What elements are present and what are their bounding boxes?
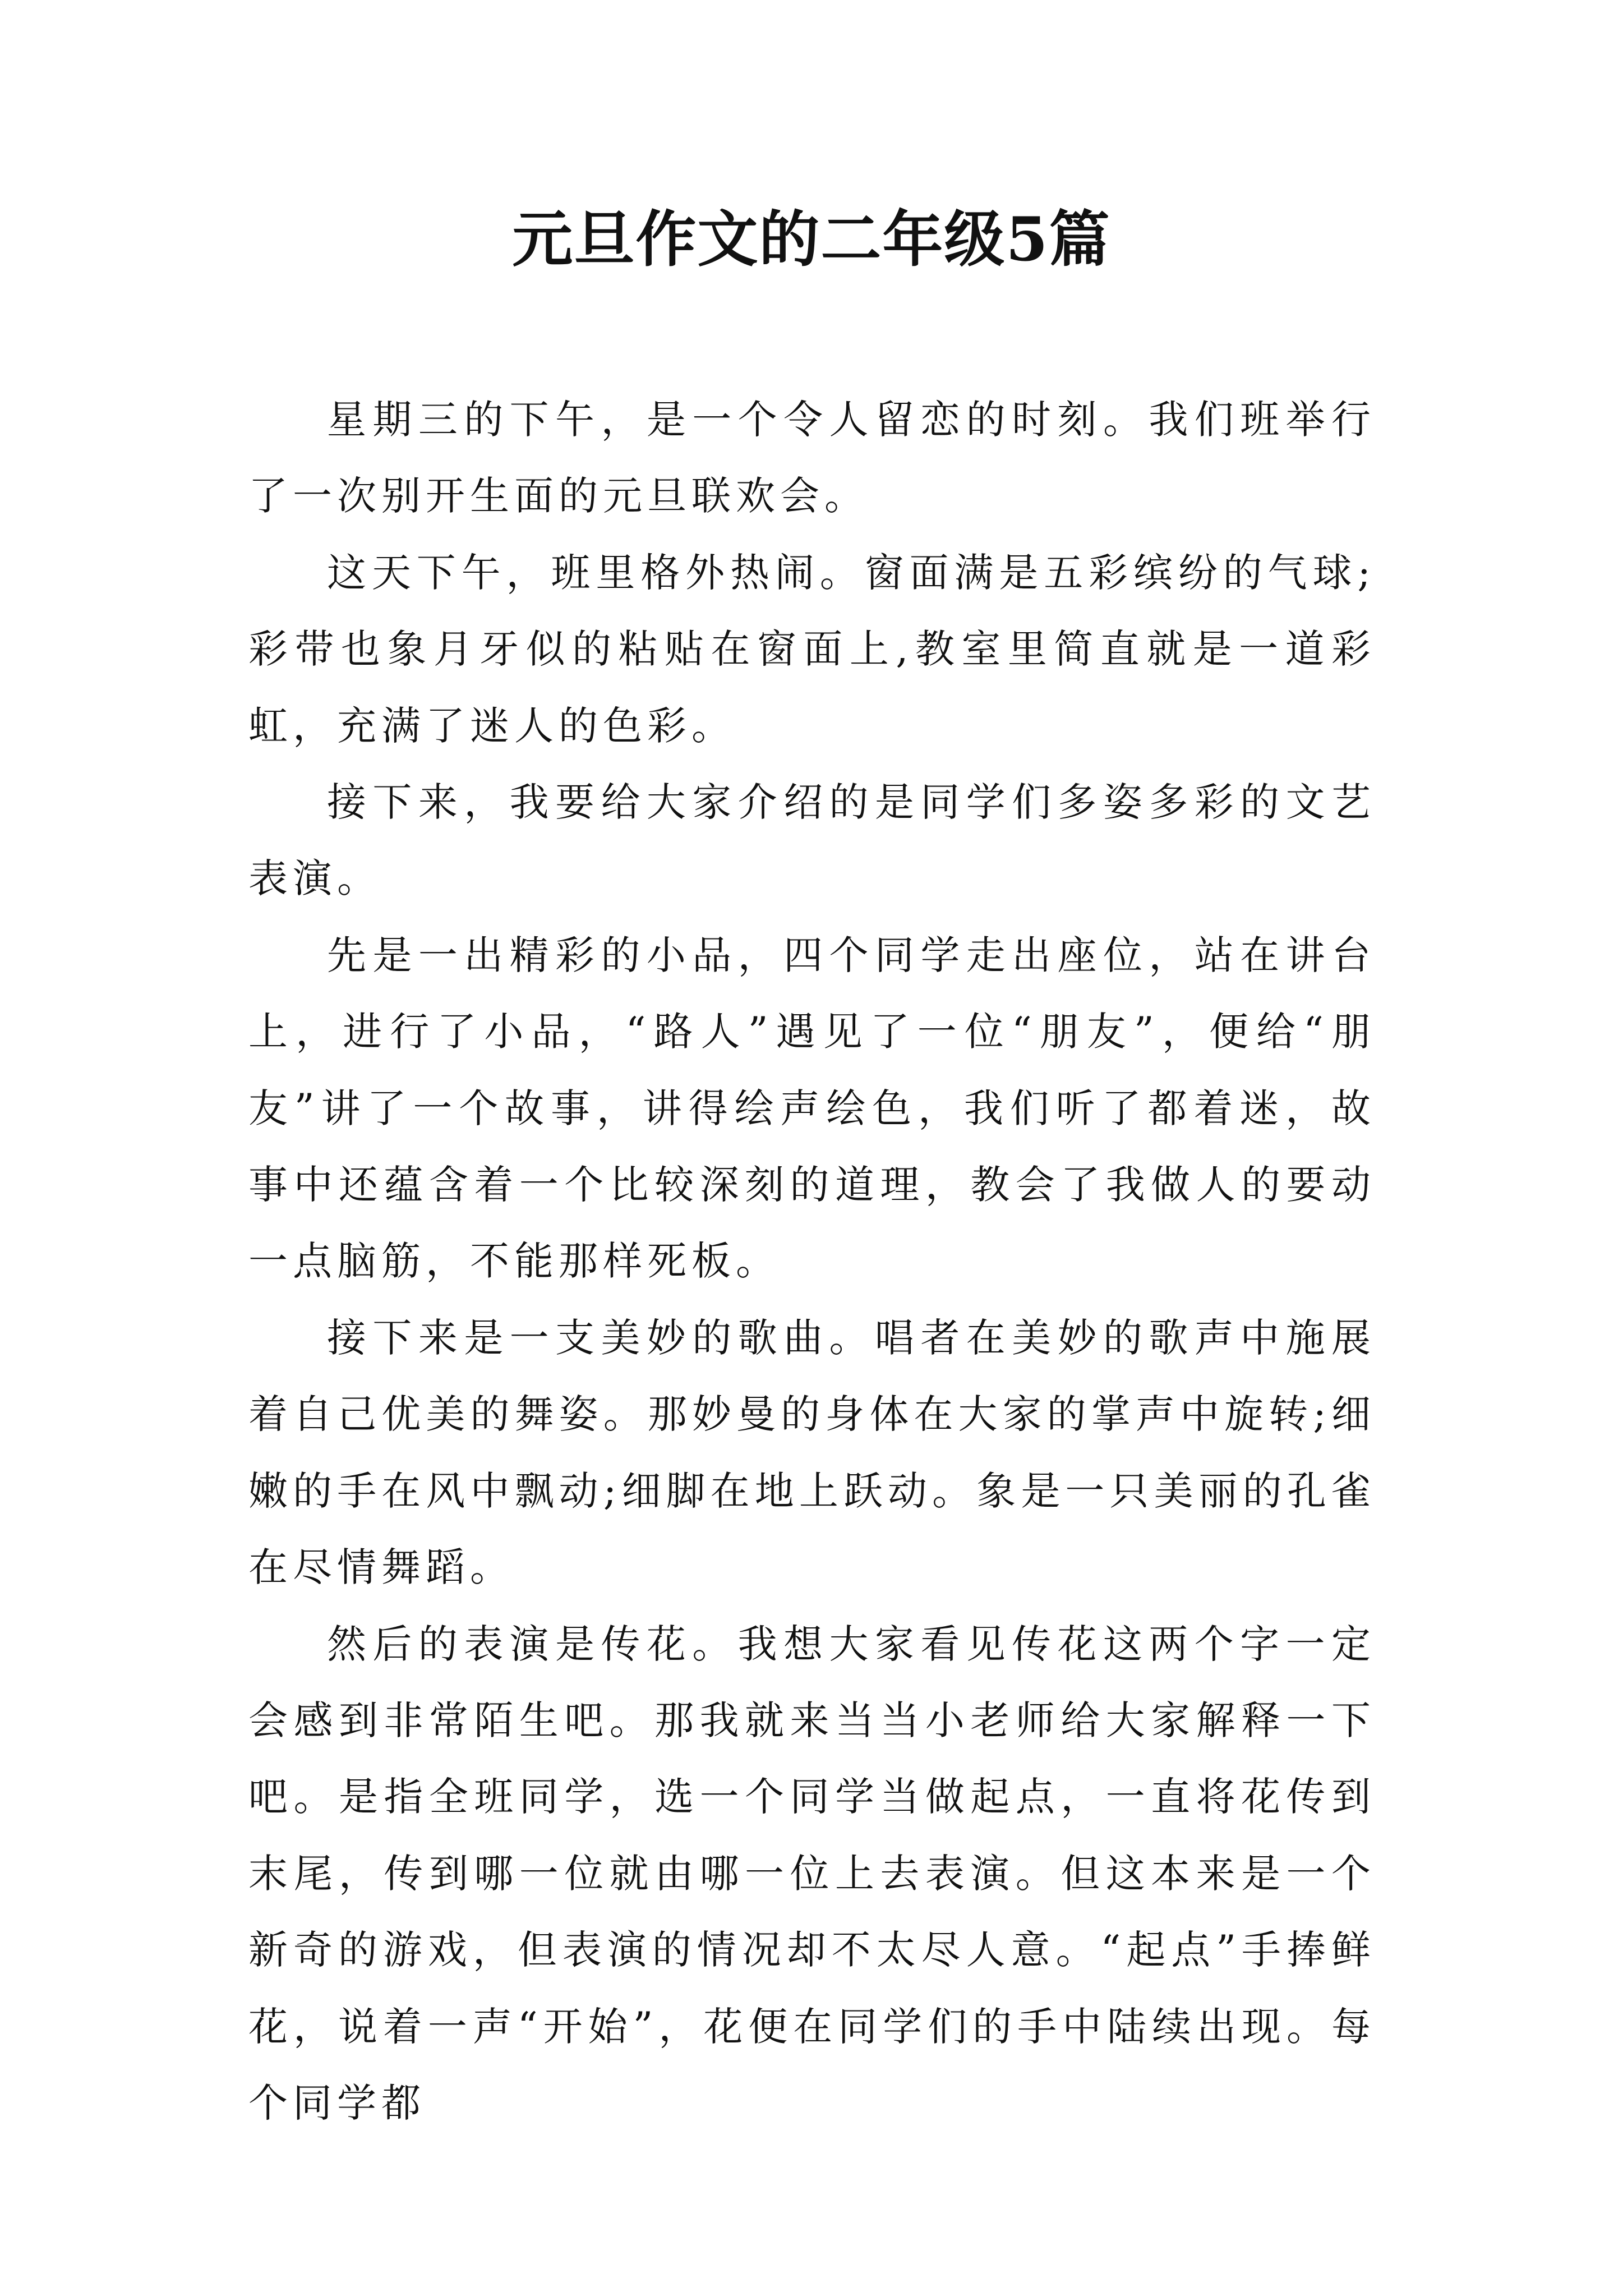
paragraph: 先是一出精彩的小品，四个同学走出座位，站在讲台上，进行了小品，“路人”遇见了一位“朋友”，便给“朋友”讲了一个故事，讲得绘声绘色，我们听了都着迷，故事中还蕴含着一个比较深刻的道理，教会了我做人的要动一点脑筋，不能那样死板。 [248,932,1376,1285]
paragraph: 然后的表演是传花。我想大家看见传花这两个字一定会感到非常陌生吧。那我就来当当小老师给大家解释一下吧。是指全班同学，选一个同学当做起点，一直将花传到末尾，传到哪一位就由哪一位上去表演。但这本来是一个新奇的游戏，但表演的情况却不太尽人意。“起点”手捧鲜花，说着一声“开始”，花便在同学们的手中陆续出现。每个同学都 [248,1621,1376,2126]
paragraph: 星期三的下午，是一个令人留恋的时刻。我们班举行了一次别开生面的元旦联欢会。 [248,397,1376,519]
document-title: 元旦作文的二年级5篇 [512,204,1111,275]
document-body [248,381,1376,2141]
paragraph: 接下来是一支美妙的歌曲。唱者在美妙的歌声中施展着自己优美的舞姿。那妙曼的身体在大家的掌声中旋转;细嫩的手在风中飘动;细脚在地上跃动。象是一只美丽的孔雀在尽情舞蹈。 [248,1314,1376,1591]
paragraph: 这天下午，班里格外热闹。窗面满是五彩缤纷的气球;彩带也象月牙似的粘贴在窗面上,教室里简直就是一道彩虹，充满了迷人的色彩。 [248,549,1376,749]
paragraph: 接下来，我要给大家介绍的是同学们多姿多彩的文艺表演。 [248,779,1376,902]
